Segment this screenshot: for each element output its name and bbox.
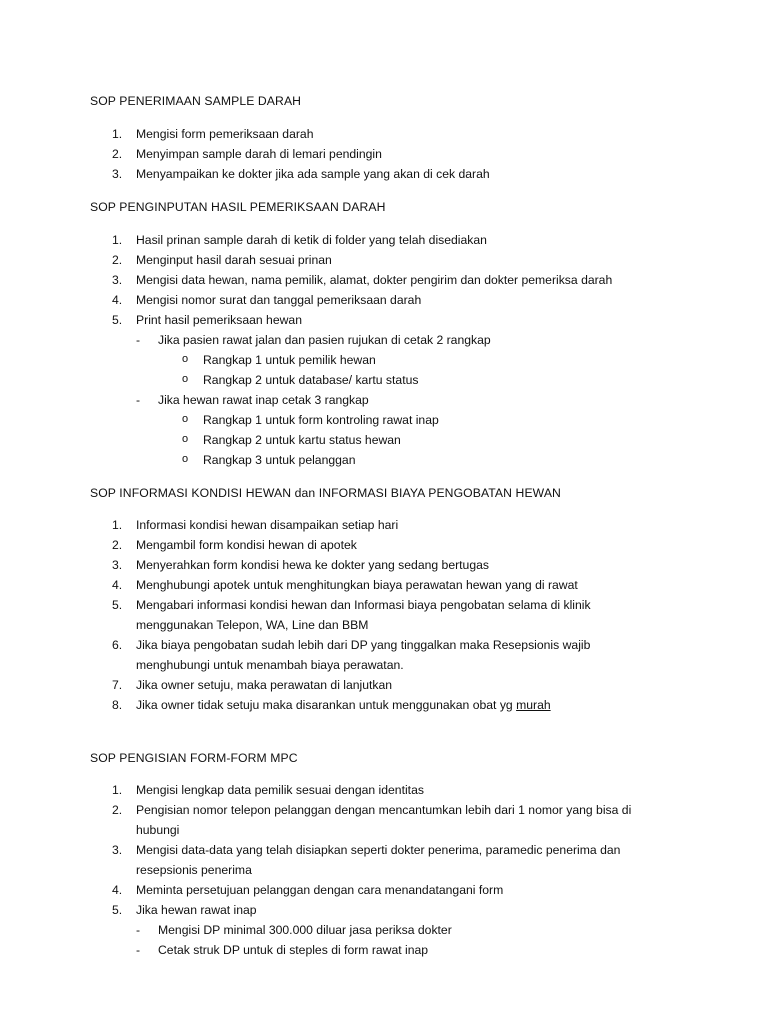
bullet-item: Rangkap 2 untuk kartu status hewan (203, 433, 401, 447)
list-number: 6. (112, 638, 123, 652)
list-number: 1. (112, 127, 123, 141)
list-item: Informasi kondisi hewan disampaikan setiap hari (136, 518, 399, 532)
bullet-marker: o (182, 373, 189, 385)
list-item-continuation: hubungi (136, 823, 180, 837)
list-item: Mengambil form kondisi hewan di apotek (136, 538, 357, 552)
sub-list-item: Jika pasien rawat jalan dan pasien rujukan di cetak 2 rangkap (158, 333, 491, 347)
list-number: 3. (112, 843, 123, 857)
bullet-marker: o (182, 433, 189, 445)
list-item: Jika hewan rawat inap (136, 903, 257, 917)
list-item: Print hasil pemeriksaan hewan (136, 313, 302, 327)
section-title: SOP PENERIMAAN SAMPLE DARAH (90, 94, 302, 108)
list-item-continuation: menggunakan Telepon, WA, Line dan BBM (136, 618, 369, 632)
list-number: 2. (112, 803, 123, 817)
bullet-item: Rangkap 1 untuk form kontroling rawat inap (203, 413, 439, 427)
list-number: 1. (112, 233, 123, 247)
list-item: Jika biaya pengobatan sudah lebih dari DP yang tinggalkan maka Resepsionis wajib (136, 638, 591, 652)
list-item: Mengabari informasi kondisi hewan dan Informasi biaya pengobatan selama di klinik (136, 598, 591, 612)
list-number: 5. (112, 313, 123, 327)
list-item: Menginput hasil darah sesuai prinan (136, 253, 332, 267)
list-number: 3. (112, 167, 123, 181)
section-title: SOP PENGISIAN FORM-FORM MPC (90, 751, 298, 765)
bullet-marker: o (182, 353, 189, 365)
list-item: Menyampaikan ke dokter jika ada sample yang akan di cek darah (136, 167, 490, 181)
list-number: 3. (112, 273, 123, 287)
dash-marker: - (136, 393, 141, 407)
list-number: 4. (112, 293, 123, 307)
list-item: Jika owner setuju, maka perawatan di lanjutkan (136, 678, 393, 692)
dash-marker: - (136, 333, 141, 347)
dash-marker: - (136, 923, 141, 937)
sub-list-item: Jika hewan rawat inap cetak 3 rangkap (158, 393, 369, 407)
list-number: 4. (112, 883, 123, 897)
bullet-marker: o (182, 453, 189, 465)
list-item: Hasil prinan sample darah di ketik di folder yang telah disediakan (136, 233, 487, 247)
bullet-item: Rangkap 1 untuk pemilik hewan (203, 353, 376, 367)
list-number: 2. (112, 538, 123, 552)
list-number: 2. (112, 253, 123, 267)
sub-list-item: Cetak struk DP untuk di steples di form rawat inap (158, 943, 429, 957)
dash-marker: - (136, 943, 141, 957)
list-item: Mengisi data-data yang telah disiapkan seperti dokter penerima, paramedic penerima dan (136, 843, 621, 857)
list-item: Menyerahkan form kondisi hewa ke dokter yang sedang bertugas (136, 558, 489, 572)
list-number: 8. (112, 698, 123, 712)
list-number: 2. (112, 147, 123, 161)
list-item: Meminta persetujuan pelanggan dengan cara menandatangani form (136, 883, 504, 897)
list-item: Mengisi form pemeriksaan darah (136, 127, 314, 141)
list-item: Mengisi data hewan, nama pemilik, alamat, dokter pengirim dan dokter pemeriksa darah (136, 273, 613, 287)
list-item (136, 698, 551, 712)
bullet-item: Rangkap 2 untuk database/ kartu status (203, 373, 419, 387)
list-item-continuation: menghubungi untuk menambah biaya perawatan. (136, 658, 404, 672)
list-item: Menyimpan sample darah di lemari pendingin (136, 147, 382, 161)
list-item: Mengisi nomor surat dan tanggal pemeriksaan darah (136, 293, 422, 307)
bullet-marker: o (182, 413, 189, 425)
list-item-continuation: resepsionis penerima (136, 863, 252, 877)
underlined-word: murah (516, 698, 551, 712)
list-number: 4. (112, 578, 123, 592)
sub-list-item: Mengisi DP minimal 300.000 diluar jasa periksa dokter (158, 923, 452, 937)
list-number: 3. (112, 558, 123, 572)
list-item-text: Jika owner tidak setuju maka disarankan untuk menggunakan obat yg (136, 698, 517, 712)
bullet-item: Rangkap 3 untuk pelanggan (203, 453, 356, 467)
list-item: Mengisi lengkap data pemilik sesuai dengan identitas (136, 783, 424, 797)
list-number: 5. (112, 598, 123, 612)
list-number: 5. (112, 903, 123, 917)
list-item: Menghubungi apotek untuk menghitungkan biaya perawatan hewan yang di rawat (136, 578, 578, 592)
list-item: Pengisian nomor telepon pelanggan dengan mencantumkan lebih dari 1 nomor yang bisa di (136, 803, 632, 817)
section-title: SOP INFORMASI KONDISI HEWAN dan INFORMASI BIAYA PENGOBATAN HEWAN (90, 486, 561, 500)
section-title: SOP PENGINPUTAN HASIL PEMERIKSAAN DARAH (90, 200, 386, 214)
list-number: 1. (112, 518, 123, 532)
list-number: 7. (112, 678, 123, 692)
list-number: 1. (112, 783, 123, 797)
